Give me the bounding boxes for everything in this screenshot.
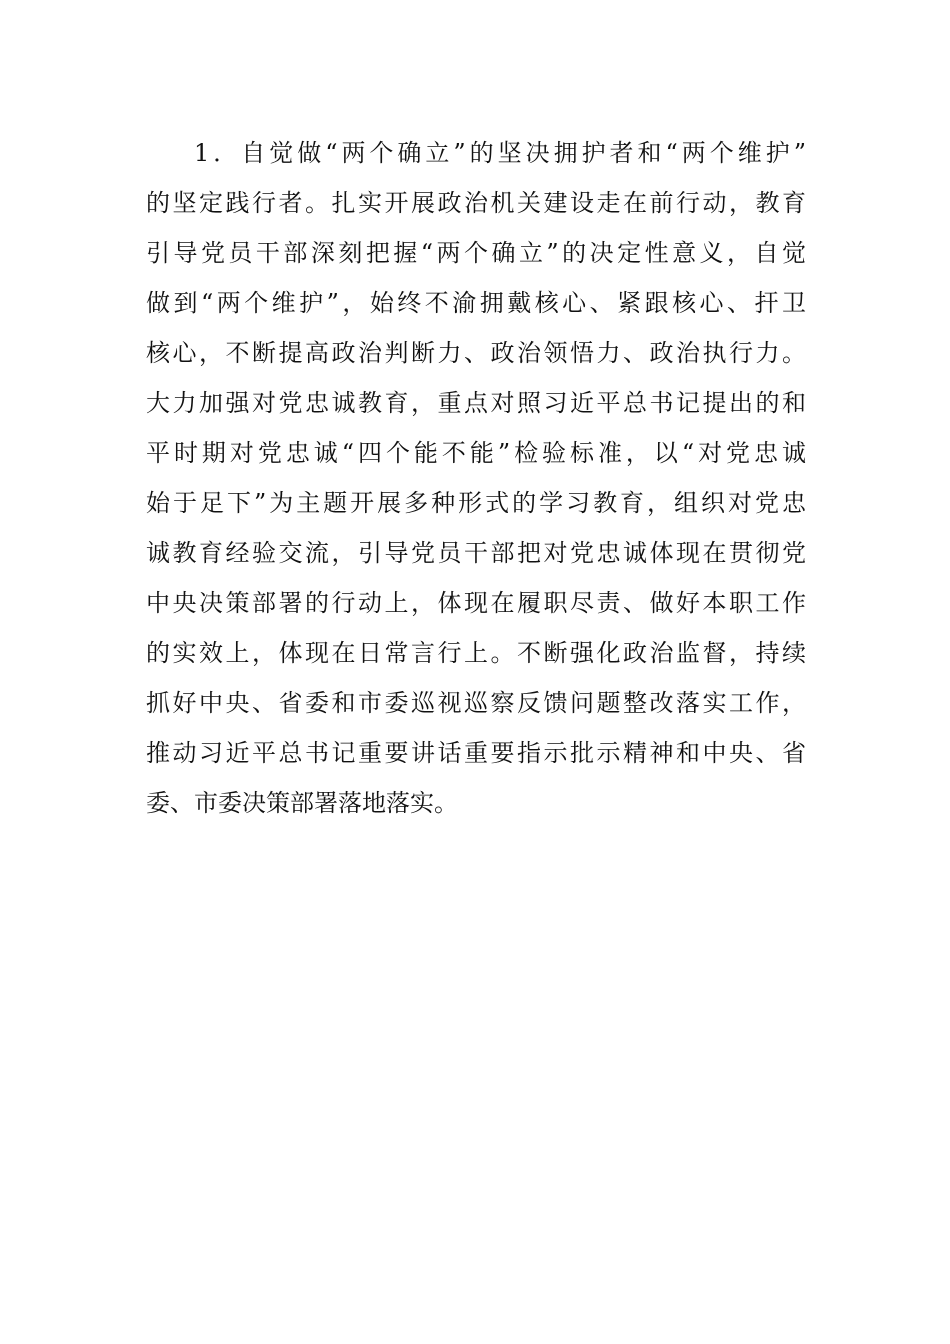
paragraph-line: 委、市委决策部署落地落实。	[146, 789, 458, 817]
paragraph-line: 平时期对党忠诚“四个能不能”检验标准，以“对党忠诚	[146, 439, 806, 467]
paragraph-line: 做到“两个维护”，始终不渝拥戴核心、紧跟核心、扞卫	[146, 289, 806, 317]
paragraph-line: 大力加强对党忠诚教育，重点对照习近平总书记提出的和	[146, 389, 806, 417]
paragraph-line: 的实效上，体现在日常言行上。不断强化政治监督，持续	[146, 639, 806, 667]
paragraph-line: 推动习近平总书记重要讲话重要指示批示精神和中央、省	[146, 739, 806, 767]
paragraph-line: 始于足下”为主题开展多种形式的学习教育，组织对党忠	[146, 489, 806, 517]
paragraph-line: 抓好中央、省委和市委巡视巡察反馈问题整改落实工作，	[146, 689, 806, 717]
paragraph-line: 中央决策部署的行动上，体现在履职尽责、做好本职工作	[146, 589, 806, 617]
paragraph-line: 诚教育经验交流，引导党员干部把对党忠诚体现在贯彻党	[146, 539, 806, 567]
body-paragraph	[146, 128, 806, 828]
paragraph-line: 核心，不断提高政治判断力、政治领悟力、政治执行力。	[146, 339, 806, 367]
paragraph-line: 的坚定践行者。扎实开展政治机关建设走在前行动，教育	[146, 189, 806, 217]
paragraph-line: 引导党员干部深刻把握“两个确立”的决定性意义，自觉	[146, 239, 806, 267]
paragraph-line: 1．自觉做“两个确立”的坚决拥护者和“两个维护”	[194, 139, 806, 167]
